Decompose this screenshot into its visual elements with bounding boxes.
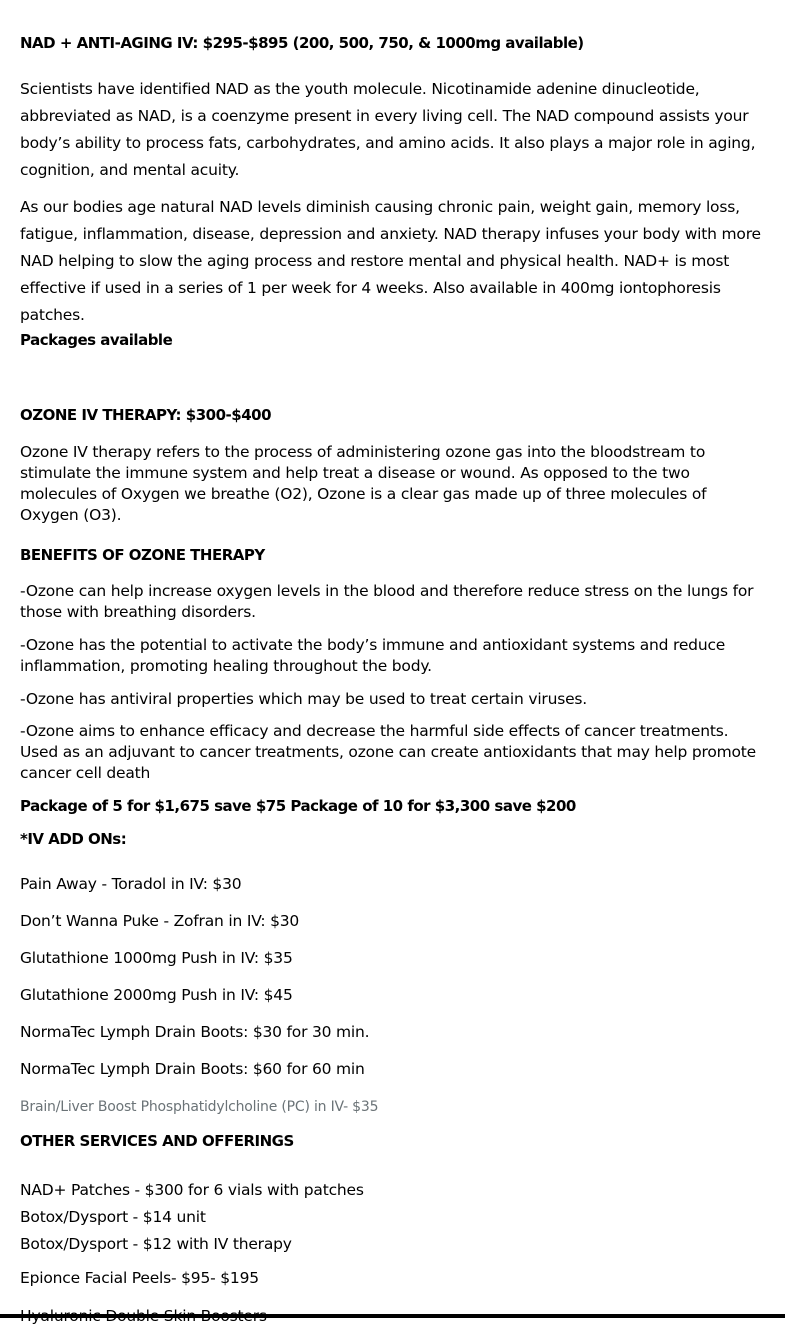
ozone-benefit-item: -Ozone has the potential to activate the body’s immune and antioxidant systems and reduce inflammation, promoting healing throughout the body. (20, 636, 726, 675)
addon-item-muted: Brain/Liver Boost Phosphatidylcholine (PC) in IV- $35 (20, 1099, 379, 1115)
addon-item: NormaTec Lymph Drain Boots: $60 for 60 min (20, 1060, 365, 1078)
ozone-benefit-item: -Ozone has antiviral properties which may be used to treat certain viruses. (20, 690, 588, 708)
cutoff-line (20, 1306, 267, 1314)
addons-heading: *IV ADD ONs: (20, 830, 127, 848)
addon-item: NormaTec Lymph Drain Boots: $30 for 30 min. (20, 1023, 370, 1041)
ozone-heading: OZONE IV THERAPY: $300-$400 (20, 406, 271, 424)
ozone-intro: Ozone IV therapy refers to the process of administering ozone gas into the bloodstream to stimulate the immune system and help treat a disease or wound. As opposed to the two molecules of Oxygen we breathe (O2), Ozone is a clear gas made up of three molecules of Oxygen (O3). (20, 443, 707, 524)
other-service-peels: Epionce Facial Peels- $95- $195 (20, 1269, 259, 1287)
bottom-bar (0, 1314, 785, 1318)
nad-paragraph-2: As our bodies age natural NAD levels diminish causing chronic pain, weight gain, memory loss, fatigue, inflammation, disease, depression and anxiety. NAD therapy infuses your body with more NAD helping to slow the aging process and restore mental and physical health. NAD+ is most effective if used in a series of 1 per week for 4 weeks. Also available in 400mg iontophoresis patches. (20, 198, 761, 324)
ozone-benefit-item: -Ozone aims to enhance efficacy and decrease the harmful side effects of cancer treatments. Used as an adjuvant to cancer treatments, ozone can create antioxidants that may help promote cancer cell death (20, 722, 757, 782)
ozone-benefits-heading: BENEFITS OF OZONE THERAPY (20, 546, 265, 564)
nad-heading: NAD + ANTI-AGING IV: $295-$895 (200, 500, 750, & 1000mg available) (20, 34, 584, 52)
addon-item: Glutathione 2000mg Push in IV: $45 (20, 986, 293, 1004)
addon-item: Don’t Wanna Puke - Zofran in IV: $30 (20, 912, 300, 930)
other-services-heading: OTHER SERVICES AND OFFERINGS (20, 1132, 294, 1150)
ozone-packages: Package of 5 for $1,675 save $75 Package of 10 for $3,300 save $200 (20, 797, 576, 815)
addon-item: Pain Away - Toradol in IV: $30 (20, 875, 242, 893)
nad-packages-label: Packages available (20, 331, 173, 349)
other-service-item: Botox/Dysport - $14 unit (20, 1208, 206, 1226)
addon-item: Glutathione 1000mg Push in IV: $35 (20, 949, 293, 967)
ozone-benefit-item: -Ozone can help increase oxygen levels in the blood and therefore reduce stress on the lungs for those with breathing disorders. (20, 582, 754, 621)
other-service-item: Botox/Dysport - $12 with IV therapy (20, 1235, 292, 1253)
page-content (20, 33, 768, 1289)
other-service-item: NAD+ Patches - $300 for 6 vials with patches (20, 1181, 364, 1199)
nad-paragraph-1: Scientists have identified NAD as the youth molecule. Nicotinamide adenine dinucleotide, abbreviated as NAD, is a coenzyme present in every living cell. The NAD compound assists your body’s ability to process fats, carbohydrates, and amino acids. It also plays a major role in aging, cognition, and mental acuity. (20, 80, 756, 179)
